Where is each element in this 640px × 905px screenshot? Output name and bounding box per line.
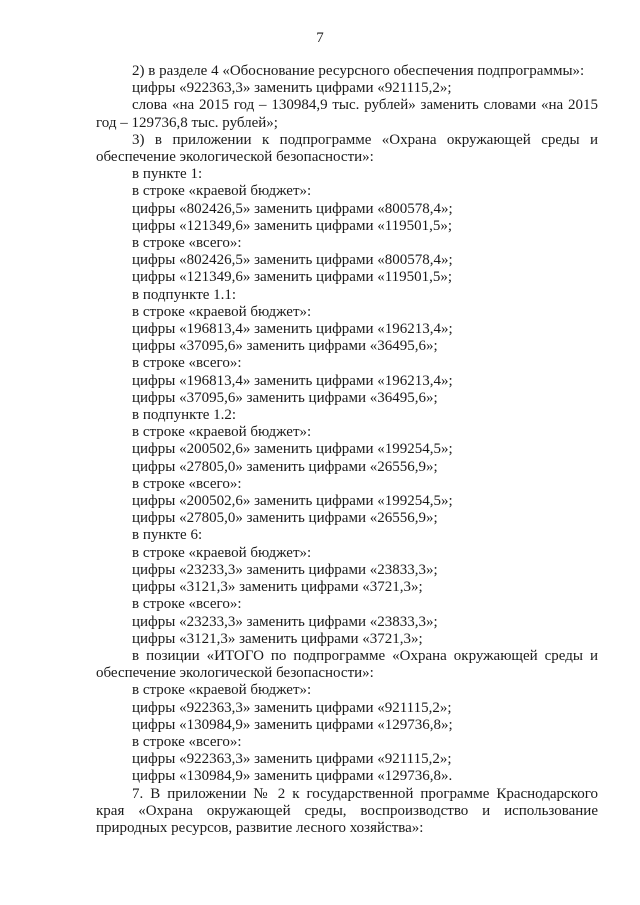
text-line: в строке «краевой бюджет»: [132,183,312,200]
text-line: цифры «802426,5» заменить цифрами «800578,4»; [132,200,453,217]
text-line: цифры «196813,4» заменить цифрами «196213,4»; [132,321,453,338]
text-line: цифры «27805,0» заменить цифрами «26556,9»; [132,510,438,527]
text-line: цифры «37095,6» заменить цифрами «36495,6»; [132,389,438,406]
text-line: обеспечение экологической безопасности»: [96,149,374,166]
text-line: цифры «130984,9» заменить цифрами «129736,8»; [132,716,453,733]
text-line: 2) в разделе 4 «Обоснование ресурсного обеспечения подпрограммы»: [132,63,585,79]
text-line: слова «на 2015 год – 130984,9 тыс. рублей» заменить словами «на 2015 [132,97,598,114]
text-line: обеспечение экологической безопасности»: [96,665,374,682]
text-line: цифры «196813,4» заменить цифрами «196213,4»; [132,372,453,389]
text-line: цифры «37095,6» заменить цифрами «36495,6»; [132,338,438,355]
text-line: год – 129736,8 тыс. рублей»; [96,114,278,131]
document-body [96,63,598,837]
text-line: цифры «802426,5» заменить цифрами «800578,4»; [132,252,453,269]
text-line: в строке «краевой бюджет»: [132,682,312,699]
text-line: цифры «121349,6» заменить цифрами «119501,5»; [132,269,453,286]
text-line: в пункте 6: [132,527,203,544]
text-line: в строке «всего»: [132,235,242,252]
text-line: цифры «27805,0» заменить цифрами «26556,9»; [132,458,438,475]
text-line: цифры «3121,3» заменить цифрами «3721,3»; [132,630,423,647]
text-line: 3) в приложении к подпрограмме «Охрана окружающей среды и [132,131,598,148]
text-line: цифры «922363,3» заменить цифрами «921115,2»; [132,699,452,716]
text-line: цифры «130984,9» заменить цифрами «129736,8». [132,768,453,785]
page-number: 7 [316,30,324,46]
text-line: в строке «всего»: [132,596,242,613]
text-line: края «Охрана окружающей среды, воспроизводство и использование [96,802,598,819]
text-line: цифры «23233,3» заменить цифрами «23833,3»; [132,613,438,630]
text-line: цифры «200502,6» заменить цифрами «199254,5»; [132,493,453,510]
text-line: в подпункте 1.2: [132,407,237,424]
text-line: природных ресурсов, развитие лесного хозяйства»: [96,819,424,836]
text-line: в пункте 1: [132,166,203,183]
text-line: в строке «всего»: [132,355,242,372]
text-line: в подпункте 1.1: [132,286,237,303]
text-line: цифры «23233,3» заменить цифрами «23833,3»; [132,561,438,578]
text-line: цифры «922363,3» заменить цифрами «921115,2»; [132,80,452,97]
text-line: 7. В приложении № 2 к государственной программе Краснодарского [132,785,598,802]
text-line: цифры «121349,6» заменить цифрами «119501,5»; [132,217,453,234]
text-line: цифры «922363,3» заменить цифрами «921115,2»; [132,751,452,768]
text-line: в строке «всего»: [132,733,242,750]
text-line: в позиции «ИТОГО по подпрограмме «Охрана окружающей среды и [132,647,598,664]
text-line: в строке «всего»: [132,475,242,492]
text-line: в строке «краевой бюджет»: [132,424,312,441]
text-line: цифры «200502,6» заменить цифрами «199254,5»; [132,441,453,458]
text-line: цифры «3121,3» заменить цифрами «3721,3»; [132,579,423,596]
text-line: в строке «краевой бюджет»: [132,303,312,320]
text-line: в строке «краевой бюджет»: [132,544,312,561]
